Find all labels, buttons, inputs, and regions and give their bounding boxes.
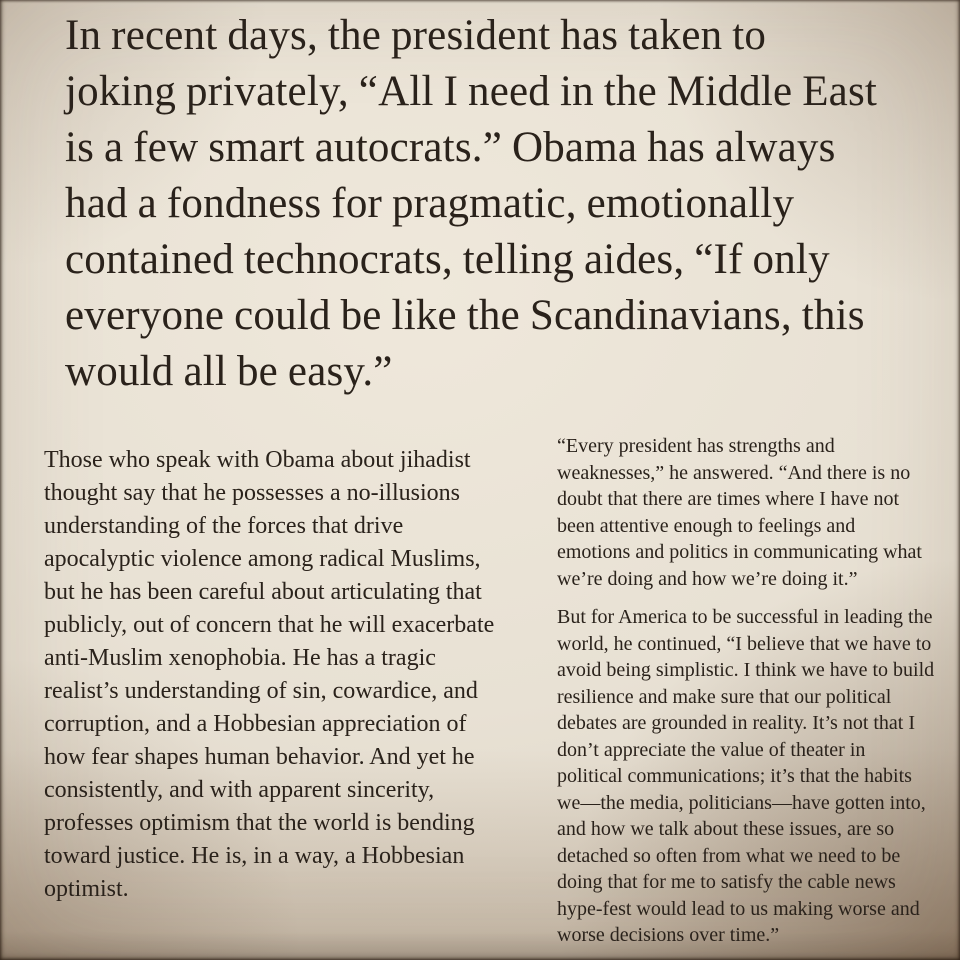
text-line: worse decisions over time.” [557, 924, 780, 946]
text-line: weaknesses,” he answered. “And there is no [557, 461, 911, 484]
paragraph [44, 444, 512, 906]
text-line: consistently, and with apparent sincerity, [44, 777, 435, 803]
text-line: “Every president has strengths and [557, 435, 835, 457]
text-line: resilience and make sure that our political [557, 685, 892, 708]
text-line: anti-Muslim xenophobia. He has a tragic [44, 645, 436, 671]
text-line: we—the media, politicians—have gotten into, [557, 791, 926, 814]
body-column-right [557, 433, 935, 949]
text-line: But for America to be successful in leading the [557, 606, 933, 628]
text-line: corruption, and a Hobbesian appreciation of [44, 711, 467, 737]
text-line: debates are grounded in reality. It’s not that I [557, 712, 916, 734]
body-column-left [44, 444, 512, 906]
paragraph [557, 433, 929, 592]
text-line: publicly, out of concern that he will exacerbate [44, 612, 495, 638]
text-line: thought say that he possesses a no-illusions [44, 480, 460, 506]
text-line: toward justice. He is, in a way, a Hobbesian [44, 843, 465, 869]
text-line: doing that for me to satisfy the cable news [557, 871, 896, 893]
text-line: Those who speak with Obama about jihadist [44, 447, 471, 473]
text-line: how fear shapes human behavior. And yet he [44, 744, 475, 770]
text-line: political communications; it’s that the habits [557, 765, 912, 787]
text-line: been attentive enough to feelings and [557, 514, 856, 537]
text-line: but he has been careful about articulating that [44, 579, 482, 605]
text-line: apocalyptic violence among radical Muslims, [44, 546, 481, 572]
text-line: understanding of the forces that drive [44, 513, 404, 539]
text-line: detached so often from what we need to be [557, 844, 901, 867]
text-line: emotions and politics in communicating what [557, 541, 922, 563]
text-line: don’t appreciate the value of theater in [557, 738, 866, 761]
text-line: optimist. [44, 876, 129, 902]
text-line: doubt that there are times where I have not [557, 488, 900, 510]
pull-quote [65, 8, 927, 400]
text-line: everyone could be like the Scandinavians, this [65, 292, 865, 339]
text-line: world, he continued, “I believe that we have to [557, 632, 932, 655]
text-line: contained technocrats, telling aides, “If only [65, 236, 830, 283]
text-line: had a fondness for pragmatic, emotionally [65, 180, 795, 227]
text-line: joking privately, “All I need in the Middle East [65, 68, 878, 115]
text-line: is a few smart autocrats.” Obama has always [65, 124, 836, 171]
text-line: In recent days, the president has taken to [65, 12, 767, 59]
text-line: hype-fest would lead to us making worse and [557, 897, 920, 920]
text-line: we’re doing and how we’re doing it.” [557, 567, 858, 590]
text-line: avoid being simplistic. I think we have to build [557, 659, 935, 681]
text-line: and how we talk about these issues, are so [557, 818, 895, 840]
text-line: professes optimism that the world is bending [44, 810, 475, 836]
paragraph [557, 604, 935, 949]
text-line: would all be easy.” [65, 348, 393, 395]
text-line: realist’s understanding of sin, cowardice, and [44, 678, 478, 704]
